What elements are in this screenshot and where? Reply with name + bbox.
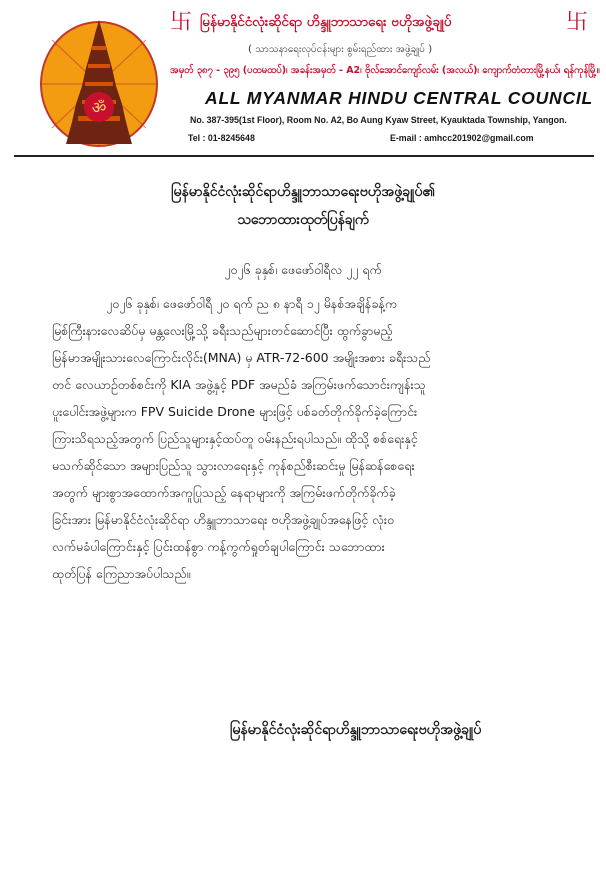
org-name-burmese: မြန်မာနိုင်ငံလုံးဆိုင်ရာ ဟိန္ဒူဘာသာရေး ဗဟိုအဖွဲ့ချုပ် bbox=[200, 14, 452, 30]
address-burmese: အမှတ် ၃၈၇ - ၃၉၅ (ပထမထပ်)၊ အခန်းအမှတ် - A2၊ ဗိုလ်အောင်ကျော်လမ်း (အလယ်)၊ ကျောက်တံတားမြို့နယ်၊ ရန်ကုန်မြို့။ bbox=[170, 65, 600, 76]
body-line: မြစ်ကြီးနားလေဆိပ်မှ မန္တလေးမြို့သို့ ခရီးသည်များတင်ဆောင်ပြီး ထွက်ခွာမည့် bbox=[52, 323, 393, 338]
swastika-left-icon: 卐 bbox=[170, 10, 193, 35]
signature-block: မြန်မာနိုင်ငံလုံးဆိုင်ရာဟိန္ဒူဘာသာရေးဗဟိုအဖွဲ့ချုပ် bbox=[230, 722, 482, 738]
temple-logo-icon bbox=[38, 12, 160, 150]
email-address: E-mail : amhcc201902@gmail.com bbox=[390, 133, 534, 143]
body-line: မြန်မာအမျိုးသားလေကြောင်းလိုင်း(MNA) မှ ATR-72-600 အမျိုးအစား ခရီးသည် bbox=[52, 350, 431, 365]
statement-subtitle: သဘောထားထုတ်ပြန်ချက် bbox=[237, 212, 369, 228]
letterhead bbox=[0, 0, 606, 158]
body-line: တင် လေယာဉ်တစ်စင်းကို KIA အဖွဲ့နှင့် PDF အမည်ခံ အကြမ်းဖက်သောင်းကျန်းသူ bbox=[52, 377, 426, 392]
body-line: ပူးပေါင်းအဖွဲ့များက FPV Suicide Drone များဖြင့် ပစ်ခတ်တိုက်ခိုက်ခဲ့ကြောင်း bbox=[52, 404, 418, 419]
body-line: ခြင်းအား မြန်မာနိုင်ငံလုံးဆိုင်ရာ ဟိန္ဒူဘာသာရေး ဗဟိုအဖွဲ့ချုပ်အနေဖြင့် လုံးဝ bbox=[52, 512, 395, 527]
org-motto: ( သာသနာရေးလုပ်ငန်းများ စွမ်းရည်ထား အဖွဲ့ချုပ် ) bbox=[248, 44, 433, 55]
statement-title: မြန်မာနိုင်ငံလုံးဆိုင်ရာဟိန္ဒူဘာသာရေးဗဟိုအဖွဲ့ချုပ်၏ bbox=[171, 184, 435, 200]
body-line: ၂၀၂၆ ခုနှစ်၊ ဖေဖော်ဝါရီ ၂၀ ရက် ည ၈ နာရီ ၁၂ မိနစ်အချိန်ခန့်က bbox=[106, 296, 398, 311]
address-english: No. 387-395(1st Floor), Room No. A2, Bo Aung Kyaw Street, Kyauktada Township, Yangon. bbox=[190, 115, 567, 125]
body-line: လက်မခံပါကြောင်းနှင့် ပြင်းထန်စွာ ကန့်ကွက်ရှုတ်ချပါကြောင်း သဘောထား bbox=[52, 539, 385, 554]
body-line: အတွက် များစွာအထောက်အကူပြုသည့် နေရာများကို အကြမ်းဖက်တိုက်ခိုက်ခဲ့ bbox=[52, 485, 396, 500]
swastika-right-icon: 卐 bbox=[566, 10, 589, 35]
header-divider bbox=[14, 155, 594, 157]
body-line: ထုတ်ပြန် ကြေညာအပ်ပါသည်။ bbox=[52, 566, 191, 581]
org-name-english: ALL MYANMAR HINDU CENTRAL COUNCIL bbox=[205, 88, 594, 108]
svg-text:ॐ: ॐ bbox=[91, 98, 107, 117]
telephone: Tel : 01-8245648 bbox=[188, 133, 255, 143]
statement-date: ၂၀၂၆ ခုနှစ်၊ ဖေဖော်ဝါရီလ ၂၂ ရက် bbox=[224, 262, 382, 277]
body-line: မသက်ဆိုင်သော အများပြည်သူ သွားလာရေးနှင့် ကုန်စည်စီးဆင်းမှု မြန်ဆန်စေရေး bbox=[52, 458, 415, 473]
body-line: ကြားသိရသည့်အတွက် ပြည်သူများနှင့်ထပ်တူ ဝမ်းနည်းရပါသည်။ ထိုသို့ စစ်ရေးနှင့် bbox=[52, 431, 418, 446]
